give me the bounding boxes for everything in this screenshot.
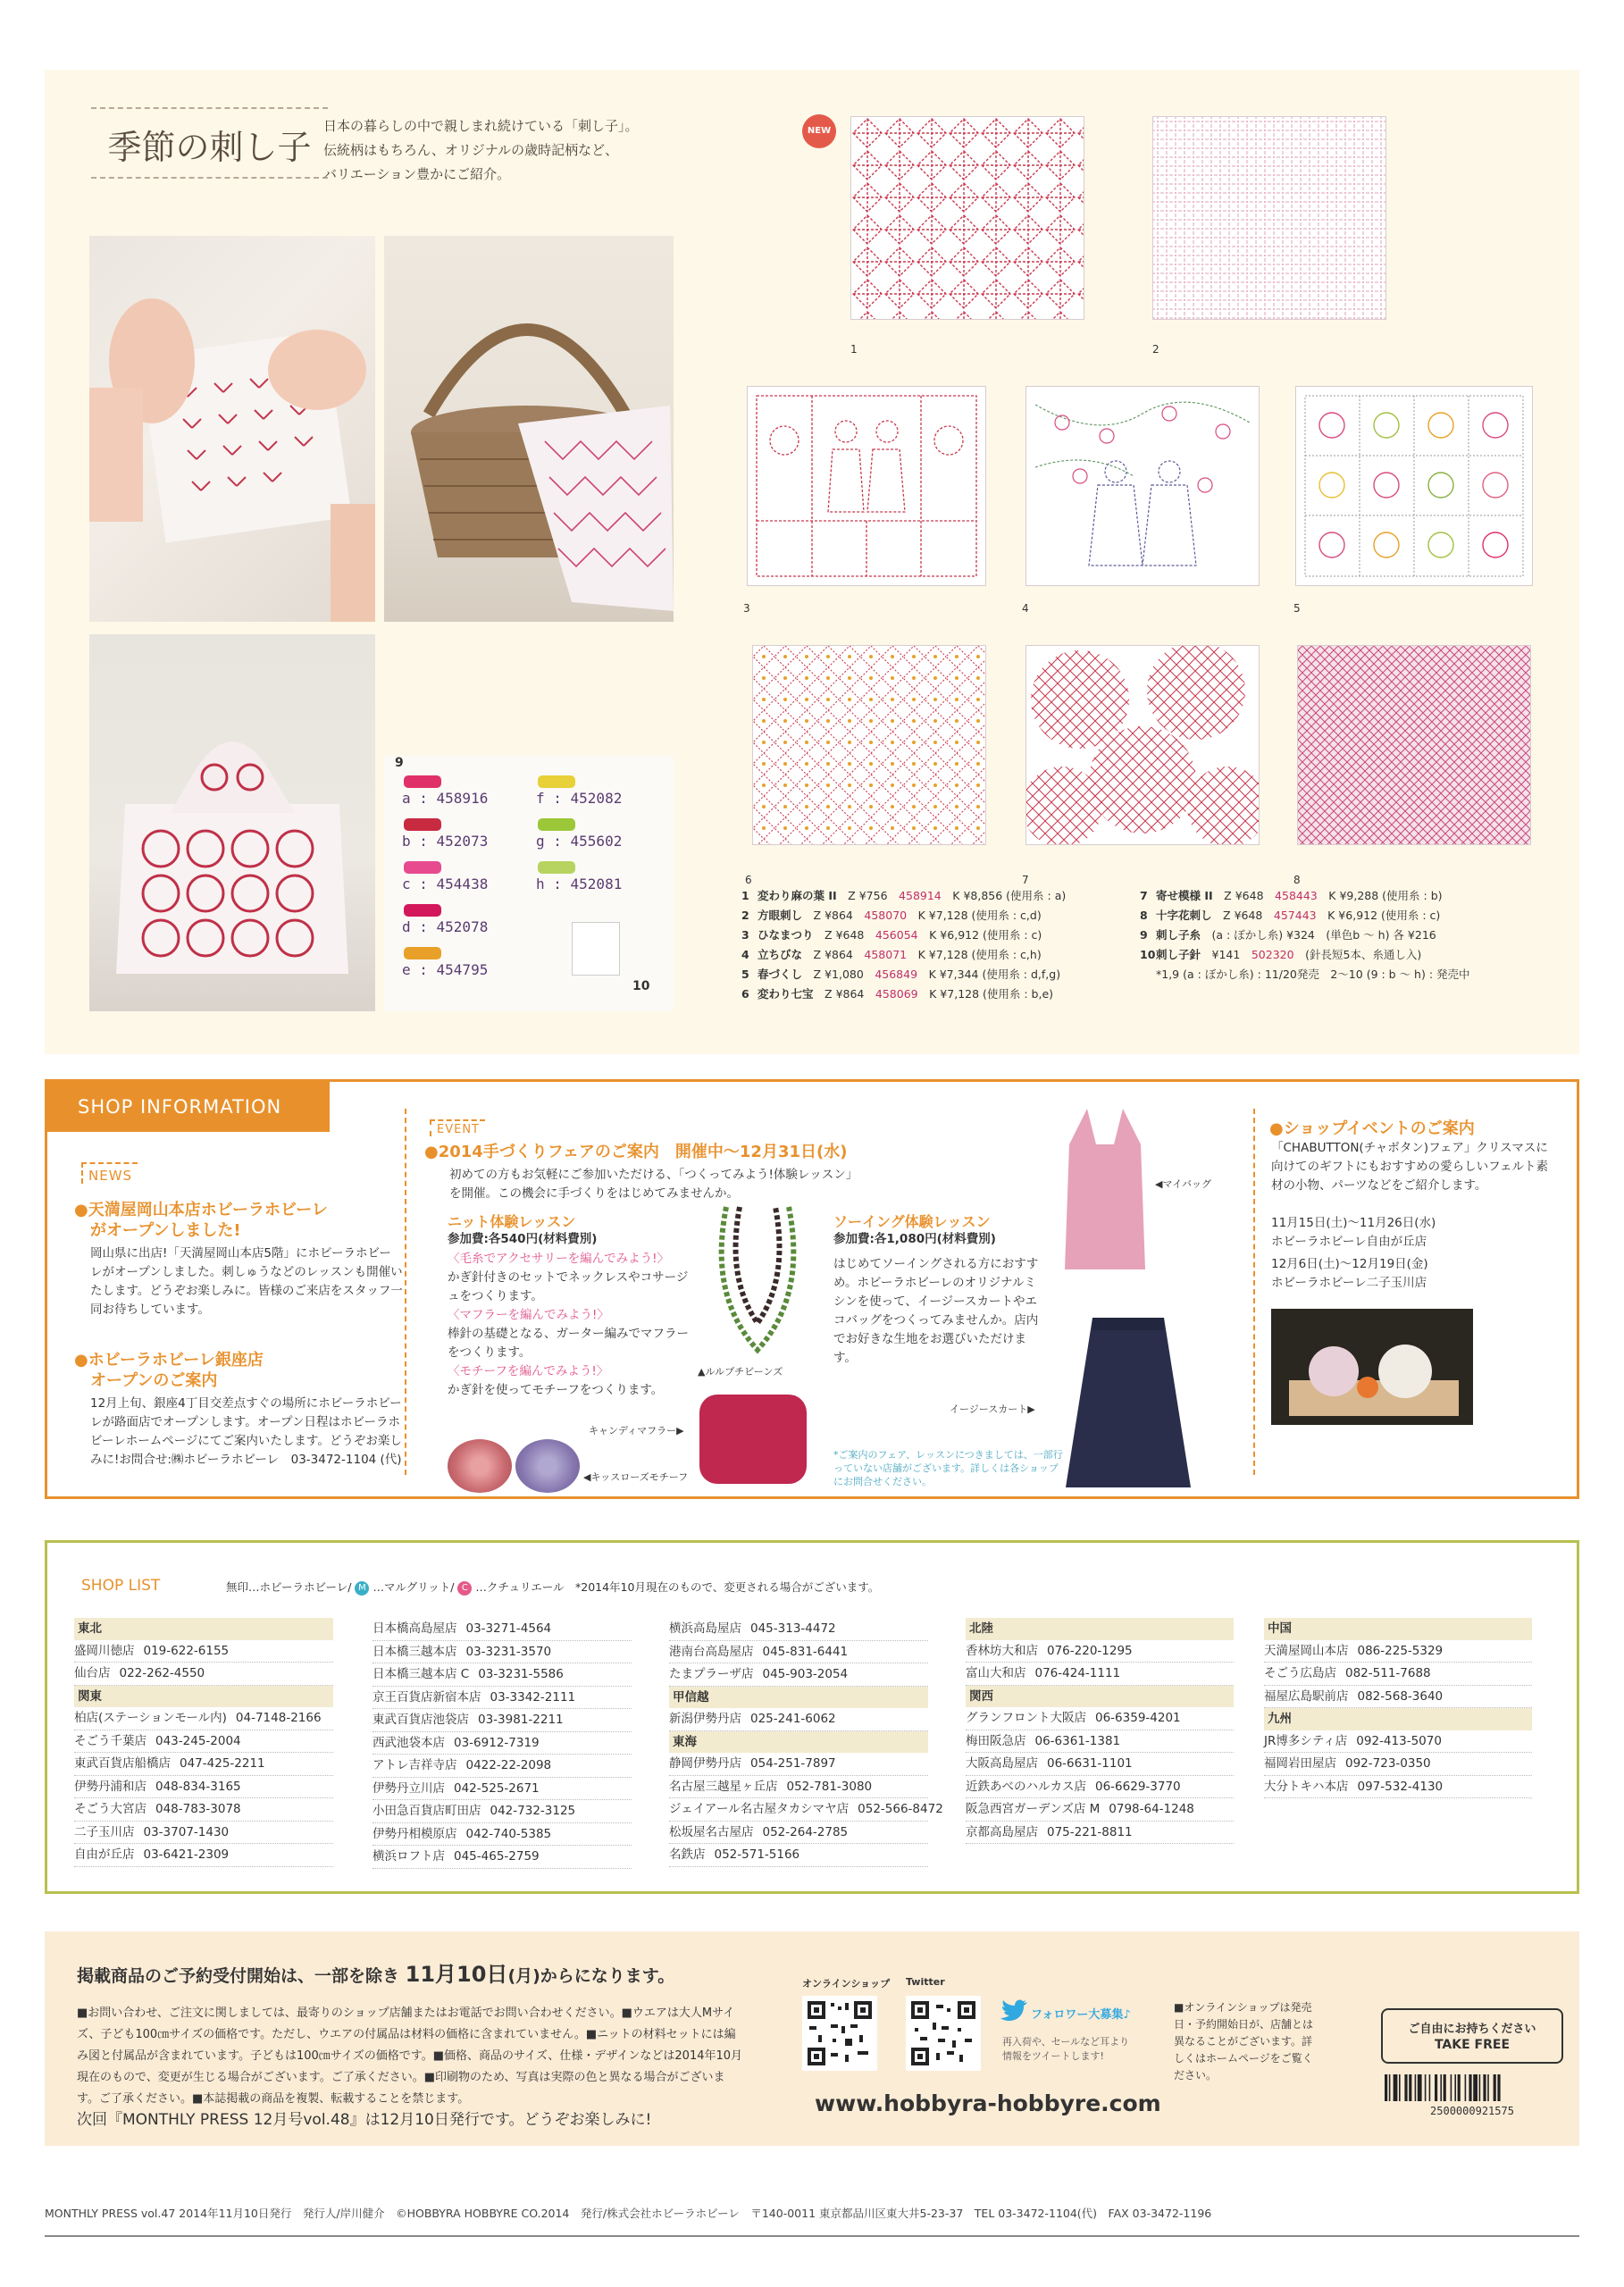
shop-tel: 06-6359-4201 [1095, 1711, 1181, 1725]
event-intro: 初めての方もお気軽にご参加いただける、「つくってみよう!体験レッスン」を開催。この機会に手づくりをはじめてみませんか。 [449, 1168, 858, 1201]
shop-tel: 042-740-5385 [465, 1826, 552, 1841]
shop-tel: 092-413-5070 [1356, 1733, 1442, 1748]
shop-entry [1264, 1663, 1532, 1686]
shop-name: 二子玉川店 [74, 1824, 135, 1839]
barcode-bar [1469, 2074, 1471, 2101]
shop-entry [74, 1844, 333, 1867]
region-header: 中国 [1264, 1618, 1532, 1640]
shop-event-title: ●ショップイベントのご案内 [1269, 1119, 1475, 1138]
barcode-bar [1465, 2074, 1467, 2101]
cloth-7 [1025, 645, 1260, 845]
intro-text [323, 114, 699, 187]
barcode-bar [1418, 2074, 1422, 2101]
divider [1253, 1109, 1255, 1475]
shop-entry [74, 1798, 333, 1822]
shop-tel: 045-465-2759 [454, 1849, 540, 1864]
skirt-image [1066, 1318, 1191, 1487]
shop-tel: 0422-22-2098 [465, 1758, 552, 1772]
shop-list-section [45, 1540, 1579, 1894]
shop-tel: 045-903-2054 [762, 1667, 849, 1681]
shop-tel: 03-6912-7319 [454, 1735, 540, 1750]
shop-name: 横浜高島屋店 [669, 1621, 741, 1636]
shop-list-column [74, 1618, 333, 1867]
barcode-bar [1415, 2074, 1417, 2101]
shop-tel: 086-225-5329 [1357, 1643, 1444, 1658]
shop-entry [373, 1846, 632, 1869]
shop-list-title: SHOP LIST [81, 1577, 161, 1595]
thread-skein [404, 947, 441, 959]
twitter-qr-code[interactable] [906, 1996, 981, 2071]
shop-name: 梅田阪急店 [966, 1733, 1026, 1748]
follow-text: フォロワー大募集♪ [1031, 2008, 1131, 2022]
thread-code: f : 452082 [536, 790, 623, 807]
shop-name: 松坂屋名古屋店 [669, 1824, 754, 1839]
shop-name: 仙台店 [74, 1666, 111, 1680]
product-row: 9 刺し子糸 (a : ぼかし糸) ¥324 (単色b 〜 h) 各 ¥216 [1140, 928, 1436, 942]
shop-tel: 052-566-8472 [858, 1802, 943, 1816]
barcode-bar [1389, 2074, 1391, 2101]
shop-information-tab: SHOP INFORMATION [47, 1082, 330, 1132]
shop-entry [373, 1732, 632, 1755]
shop-tel: 076-424-1111 [1034, 1666, 1121, 1680]
product-row: 2 方眼刺し Z ¥864 458070 K ¥7,128 (使用糸 : c,d) [741, 909, 1042, 922]
shop-name: 近鉄あべのハルカス店 [966, 1779, 1086, 1794]
photo-basket [384, 236, 674, 622]
region-header: 東海 [669, 1731, 928, 1754]
twitter-bird-icon [999, 1999, 1027, 2026]
region-header: 北陸 [966, 1618, 1234, 1640]
product-row: 10刺し子針 ¥141 502320 (針長短5本、糸通し入) [1140, 948, 1422, 961]
shop-list-legend: 無印…ホビーラホビーレ/ M …マルグリット/ C …クチュリエール *2014年10月現在のもので、変更される場合がございます。 [226, 1580, 880, 1594]
thread-skein [538, 861, 575, 874]
sashiko-section [45, 70, 1579, 1054]
thread-code: b : 452073 [402, 833, 489, 850]
news1-body: 岡山県に出店!「天満屋岡山本店5階」にホビーラホビーレがオープンしました。刺しゅうなどのレッスンも開催いたします。どうぞお楽しみに。皆様のご来店をスタッフ一同お待ちしています。 [90, 1246, 403, 1317]
cloth-number: 6 [745, 874, 752, 886]
shop-tel: 03-3342-2111 [490, 1689, 576, 1705]
barcode-bar [1451, 2074, 1452, 2101]
cloth-number: 1 [850, 343, 858, 356]
shop-entry [669, 1641, 928, 1664]
shop-entry [966, 1753, 1234, 1776]
shop-name: 富山大和店 [966, 1666, 1026, 1680]
shop-name: そごう広島店 [1264, 1666, 1336, 1680]
shop-list-column [1264, 1618, 1532, 1798]
thread-skein [404, 818, 441, 831]
news2-body: 12月上旬、銀座4丁目交差点すぐの場所にホビーラホビーレが路面店でオープンします。オープン日程はホビーラホビーレホームページにてご案内いたします。どうぞお楽しみに!お問合せ:㈱ホビーラホビーレ 03-3472-1104 (代) [90, 1396, 402, 1467]
thread-code: g : 455602 [536, 833, 623, 850]
shop-tel: 045-831-6441 [762, 1644, 849, 1659]
shop-name: そごう大宮店 [74, 1802, 146, 1816]
shop-entry [669, 1663, 928, 1687]
kiss-rose-label: ◀キッスローズモチーフ [583, 1471, 689, 1483]
region-header: 九州 [1264, 1708, 1532, 1730]
shop-name: 静岡伊勢丹店 [669, 1756, 741, 1771]
shop-name: 日本橋三越本店 [373, 1644, 457, 1659]
shop-name: 京王百貨店新宿本店 [373, 1689, 481, 1705]
needle-number: 10 [632, 979, 650, 993]
shop-name: 小田急百貨店町田店 [373, 1804, 481, 1818]
barcode-bar [1454, 2074, 1456, 2101]
product-list-right [1140, 886, 1470, 984]
rose-motif-image [515, 1439, 580, 1493]
shop-tel: 03-3707-1430 [143, 1824, 230, 1839]
shop-tel: 019-622-6155 [143, 1643, 230, 1658]
shop-entry [1264, 1686, 1532, 1709]
shop-name: 日本橋高島屋店 [373, 1621, 457, 1636]
follow-subtext: 再入荷や、セールなど耳より情報をツイートします! [1002, 2036, 1130, 2062]
shop-name: 日本橋三越本店 C [373, 1667, 470, 1681]
intro-line: 伝統柄はもちろん、オリジナルの歳時記柄など、 [323, 142, 619, 158]
shop-tel: 025-241-6062 [750, 1712, 836, 1726]
shop-tel: 042-525-2671 [454, 1780, 540, 1796]
shop-name: そごう千葉店 [74, 1733, 146, 1748]
shop-tel: 04-7148-2166 [235, 1711, 322, 1725]
shop-list-column [966, 1618, 1234, 1844]
online-shop-note: ■オンラインショップは発売日・予約開始日が、店舗とは異なることがございます。詳しくはホームページをご覧ください。 [1174, 2001, 1314, 2082]
shop-tel: 06-6361-1381 [1034, 1733, 1121, 1748]
shop-name: 大分トキハ本店 [1264, 1779, 1349, 1794]
muffler-image [699, 1395, 807, 1484]
barcode-bar [1473, 2074, 1478, 2101]
product-list-left [741, 886, 1066, 1004]
reservation-section [45, 1931, 1579, 2146]
shop-tel: 052-264-2785 [762, 1824, 849, 1839]
products-note: *1,9 (a : ぼかし糸) : 11/20発売 2〜10 (9 : b 〜 h) : 発売中 [1156, 968, 1470, 981]
shop-list-column [373, 1618, 632, 1869]
shop-entry [373, 1687, 632, 1710]
shop-entry [669, 1708, 928, 1731]
footer-rule [45, 2235, 1579, 2237]
online-shop-qr-code[interactable] [802, 1996, 877, 2071]
shop-entry [669, 1618, 928, 1641]
shop-name: 天満屋岡山本店 [1264, 1643, 1349, 1658]
photo-threads-needles [384, 756, 674, 1011]
beads-label: ▲ルルプチビーンズ [698, 1366, 783, 1378]
footer-credits: MONTHLY PRESS vol.47 2014年11月10日発行 発行人/岸川健介 ©HOBBYRA HOBBYRE CO.2014 発行/株式会社ホビーラホビーレ 〒140-0011 東京都品川区東大井5-23-37 TEL 03-3472-1104(代) FAX 03-3472-1196 [45, 2207, 1212, 2220]
shop-entry [373, 1663, 632, 1687]
shop-name: 福岡岩田屋店 [1264, 1756, 1336, 1771]
knit-lesson-title: ニット体験レッスン [448, 1213, 576, 1230]
product-row: 5 春づくし Z ¥1,080 456849 K ¥7,344 (使用糸 : d,f,g) [741, 968, 1061, 981]
thread-code: d : 452078 [402, 918, 489, 935]
region-header: 甲信越 [669, 1687, 928, 1709]
shop-entry [669, 1822, 928, 1845]
shop-name: 東武百貨店池袋店 [373, 1713, 469, 1727]
region-header: 関東 [74, 1686, 333, 1708]
shop-entry [1264, 1640, 1532, 1663]
shop-entry [74, 1753, 333, 1776]
product-row: 3 ひなまつり Z ¥648 456054 K ¥6,912 (使用糸 : c) [741, 928, 1042, 942]
cloth-number: 8 [1293, 874, 1301, 886]
cloth-number: 7 [1022, 874, 1029, 886]
shop-entry [373, 1755, 632, 1778]
sewing-body: はじめてソーイングされる方におすすめ。ホビーラホビーレのオリジナルミシンを使って、イージースカートやエコバッグをつくってみませんか。店内でお好きな生地をお選びいただけます。 [833, 1257, 1039, 1365]
shop-name: JR博多シティ店 [1264, 1733, 1348, 1748]
shop-entry [1264, 1753, 1532, 1776]
shop-name: 自由が丘店 [74, 1847, 135, 1862]
shop-name: 大阪高島屋店 [966, 1756, 1038, 1771]
shop-tel: 0798-64-1248 [1109, 1802, 1194, 1816]
shop-name: 盛岡川徳店 [74, 1643, 135, 1658]
cloth-5 [1295, 386, 1533, 586]
shop-entry [373, 1800, 632, 1823]
shop-tel: 048-834-3165 [155, 1779, 241, 1794]
shop-entry [966, 1822, 1234, 1845]
my-bag-image [1060, 1109, 1150, 1278]
needle-card [572, 922, 620, 976]
twitter-label: Twitter [906, 1976, 945, 1988]
shop-name: アトレ吉祥寺店 [373, 1758, 457, 1772]
couturiere-badge: C [457, 1581, 472, 1596]
product-row: 4 立ちびな Z ¥864 458071 K ¥7,128 (使用糸 : c,h) [741, 948, 1042, 961]
shop-tel: 052-571-5166 [714, 1847, 800, 1862]
shop-name: 港南台高島屋店 [669, 1644, 754, 1659]
product-row: 1 変わり麻の葉 II Z ¥756 458914 K ¥8,856 (使用糸 : a) [741, 889, 1067, 902]
thread-skein [404, 861, 441, 874]
product-row: 7 寄せ模様 II Z ¥648 458443 K ¥9,288 (使用糸 : b) [1140, 889, 1443, 902]
shop-entry [966, 1798, 1234, 1822]
necklace-image [708, 1198, 807, 1359]
barcode-number: 2500000921575 [1430, 2105, 1514, 2117]
easy-skirt-label: イージースカート▶ [950, 1403, 1035, 1415]
sewing-fee: 参加費:各1,080円(材料費別) [833, 1232, 996, 1246]
title-frame [91, 107, 328, 179]
shop-tel: 042-732-3125 [490, 1804, 576, 1818]
barcode-bar [1425, 2074, 1427, 2101]
barcode-bar [1385, 2074, 1387, 2101]
take-free-box: ご自由にお持ちください TAKE FREE [1381, 2008, 1563, 2064]
intro-line: 日本の暮らしの中で親しまれ続けている「刺し子」。 [323, 118, 639, 134]
shop-tel: 054-251-7897 [750, 1756, 836, 1771]
shop-tel: 043-245-2004 [155, 1733, 241, 1748]
shop-tel: 052-781-3080 [786, 1779, 873, 1794]
thread-code: h : 452081 [536, 875, 623, 892]
event-title: ●2014手づくりフェアのご案内 開催中〜12月31日(水) [424, 1143, 848, 1161]
shop-entry [373, 1641, 632, 1664]
product-row: 8 十字花刺し Z ¥648 457443 K ¥6,912 (使用糸 : c) [1140, 909, 1441, 922]
shop-entry [966, 1707, 1234, 1730]
shop-tel: 045-313-4472 [750, 1621, 836, 1636]
shop-name: 伊勢丹浦和店 [74, 1779, 146, 1794]
shop-tel: 076-220-1295 [1047, 1643, 1133, 1658]
shop-name: 伊勢丹相模原店 [373, 1826, 457, 1841]
barcode [1381, 2074, 1563, 2117]
shop-tel: 03-3981-2211 [478, 1713, 564, 1727]
shop-name: 福屋広島駅前店 [1264, 1688, 1349, 1704]
shop-name: 京都高島屋店 [966, 1824, 1038, 1839]
shop-tel: 097-532-4130 [1357, 1779, 1444, 1794]
barcode-bar [1497, 2074, 1500, 2101]
shop-name: 新潟伊勢丹店 [669, 1712, 741, 1726]
cloth-1 [850, 116, 1084, 320]
news1-title: ●天満屋岡山本店ホビーラホビーレ がオープンしました! [74, 1201, 328, 1240]
cloth-6 [752, 645, 986, 845]
shop-entry [966, 1663, 1234, 1686]
shop-tel: 082-511-7688 [1345, 1666, 1431, 1680]
shop-event-schedule: 11月15日(土)〜11月26日(水) ホビーラホビーレ自由が丘店 12月6日(土)〜12月19日(金) ホビーラホビーレ二子玉川店 [1271, 1216, 1436, 1290]
shop-information-section [45, 1079, 1579, 1499]
thread-skein [538, 818, 575, 831]
shop-entry [373, 1618, 632, 1641]
cloth-3 [747, 386, 986, 586]
knit-lessons: 〈毛糸でアクセサリーを編んでみよう!〉 かぎ針付きのセットでネックレスやコサージュをつくります。 〈マフラーを編んでみよう!〉 棒針の基礎となる、ガーター編みでマフラーをつくります。 〈モチーフを編んでみよう!〉 かぎ針を使ってモチーフをつくります。 [448, 1252, 689, 1397]
candy-label: キャンディマフラー▶ [589, 1425, 684, 1437]
shop-name: 名鉄店 [669, 1847, 706, 1862]
barcode-bar [1399, 2074, 1401, 2101]
shop-entry [373, 1778, 632, 1801]
region-header: 関西 [966, 1686, 1234, 1708]
shop-entry [74, 1707, 333, 1730]
shop-name: 阪急西宮ガーデンズ店 M [966, 1802, 1101, 1816]
barcode-bar [1458, 2074, 1461, 2101]
barcode-bar [1487, 2074, 1489, 2101]
shop-tel: 03-3271-4564 [465, 1621, 552, 1636]
shop-tel: 03-6421-2309 [143, 1847, 230, 1862]
photo-furoshiki-bundle [89, 634, 375, 1011]
barcode-bar [1440, 2074, 1442, 2101]
thread-code: a : 458916 [402, 790, 489, 807]
thread-code: e : 454795 [402, 961, 489, 978]
reservation-line: 掲載商品のご予約受付開始は、一部を除き 11月10日(月)からになります。 [77, 1962, 675, 1987]
event-label: EVENT [430, 1119, 485, 1136]
barcode-bar [1494, 2074, 1496, 2101]
shop-name: 西武池袋本店 [373, 1735, 445, 1750]
shop-entry [373, 1823, 632, 1847]
shop-entry [74, 1730, 333, 1754]
shop-name: グランフロント大阪店 [966, 1711, 1086, 1725]
shop-tel: 092-723-0350 [1345, 1756, 1431, 1771]
shop-tel: 03-3231-3570 [465, 1644, 552, 1659]
thread-skein [404, 904, 441, 917]
rose-motif-image [448, 1439, 512, 1493]
shop-name: 東武百貨店船橋店 [74, 1756, 171, 1771]
notes-text: ■お問い合わせ、ご注文に関しましては、最寄りのショップ店舗またはお電話でお問い合わせください。■ウエアは大人Mサイズ、子ども100㎝サイズの価格です。ただし、ウエアの付属品は材料の価格に含まれていません。■ニットの材料セットには編み図と付属品が含まれています。子どもは100㎝サイズの価格です。■価格、商品のサイズ、仕様・デザインなどは2014年10月現在のもので、変更が生じる場合がございます。ご了承ください。■印刷物のため、写真は実際の色と異なる場合がございます。ご了承ください。■本誌掲載の商品を複製、転載することを禁じます。 [77, 2006, 743, 2106]
barcode-bar [1435, 2074, 1437, 2101]
thread-skein [538, 775, 575, 788]
news-label: NEWS [81, 1162, 138, 1184]
news2-title: ●ホビーラホビーレ銀座店 オープンのご案内 [74, 1351, 264, 1390]
cloth-4 [1025, 386, 1260, 586]
barcode-bar [1483, 2074, 1486, 2101]
threads-number: 9 [395, 756, 404, 770]
shop-name: 名古屋三越星ヶ丘店 [669, 1779, 778, 1794]
shop-entry [669, 1798, 943, 1822]
event-note: *ご案内のフェア、レッスンにつきましては、一部行っていない店舗がございます。詳しくは各ショップにお問合せください。 [833, 1449, 1063, 1487]
shop-name: たまプラーザ店 [669, 1667, 754, 1681]
shop-name: ジェイアール名古屋タカシマヤ店 [669, 1802, 850, 1816]
shop-name: 横浜ロフト店 [373, 1849, 445, 1864]
shop-entry [669, 1844, 928, 1867]
my-bag-label: ◀マイバッグ [1155, 1178, 1212, 1190]
cloth-2 [1152, 116, 1386, 320]
region-header: 東北 [74, 1618, 333, 1640]
barcode-bar [1444, 2074, 1446, 2101]
shop-entry [669, 1776, 928, 1799]
website-url[interactable]: www.hobbyra-hobbyre.com [815, 2090, 1161, 2116]
shop-tel: 047-425-2211 [180, 1756, 265, 1771]
shop-name: 香林坊大和店 [966, 1643, 1038, 1658]
shop-tel: 022-262-4550 [119, 1666, 205, 1680]
shop-entry [74, 1776, 333, 1799]
shop-entry [373, 1709, 632, 1732]
thread-skein [404, 775, 441, 788]
divider [405, 1109, 406, 1475]
shop-entry [669, 1753, 928, 1776]
chabutton-photo [1271, 1309, 1473, 1425]
online-shop-label: オンラインショップ [802, 1978, 891, 1990]
shop-tel: 03-3231-5586 [478, 1667, 564, 1681]
shop-list-column [669, 1618, 943, 1867]
shop-entry [1264, 1730, 1532, 1754]
cloth-8 [1297, 645, 1531, 845]
sewing-lesson-title: ソーイング体験レッスン [833, 1213, 991, 1230]
cloth-number: 5 [1293, 602, 1301, 615]
shop-entry [966, 1730, 1234, 1754]
new-badge: NEW [802, 114, 836, 148]
shop-name: 伊勢丹立川店 [373, 1780, 445, 1796]
shop-entry [966, 1640, 1234, 1663]
barcode-bar [1409, 2074, 1411, 2101]
section-title: 季節の刺し子 [107, 128, 312, 167]
shop-entry [74, 1822, 333, 1845]
barcode-bar [1394, 2074, 1398, 2101]
shop-tel: 082-568-3640 [1357, 1688, 1444, 1704]
shop-tel: 075-221-8811 [1047, 1824, 1133, 1839]
shop-entry [966, 1776, 1234, 1799]
shop-tel: 06-6629-3770 [1095, 1779, 1181, 1794]
shop-event-body: 「CHABUTTON(チャボタン)フェア」クリスマスに向けてのギフトにもおすすめの愛らしいフェルト素材の小物、パーツなどをご紹介します。 [1271, 1141, 1548, 1193]
shop-entry [74, 1663, 333, 1686]
photo-hands-stitching [89, 236, 375, 622]
barcode-bar [1429, 2074, 1431, 2101]
barcode-bar [1479, 2074, 1481, 2101]
marguerite-badge: M [355, 1581, 369, 1596]
cloth-number: 4 [1022, 602, 1029, 615]
intro-line: バリエーション豊かにご紹介。 [323, 166, 511, 182]
shop-tel: 06-6631-1101 [1047, 1756, 1133, 1771]
shop-entry [1264, 1776, 1532, 1799]
barcode-bar [1404, 2074, 1407, 2101]
knit-fee: 参加費:各540円(材料費別) [448, 1232, 598, 1246]
cloth-number: 2 [1152, 343, 1159, 356]
product-row: 6 変わり七宝 Z ¥864 458069 K ¥7,128 (使用糸 : b,e) [741, 987, 1054, 1001]
thread-code: c : 454438 [402, 875, 489, 892]
next-issue-text: 次回『MONTHLY PRESS 12月号vol.48』は12月10日発行です。どうぞお楽しみに! [77, 2111, 652, 2129]
shop-entry [74, 1640, 333, 1663]
shop-tel: 048-783-3078 [155, 1802, 241, 1816]
cloth-number: 3 [743, 602, 750, 615]
shop-name: 柏店(ステーションモール内) [74, 1711, 227, 1725]
